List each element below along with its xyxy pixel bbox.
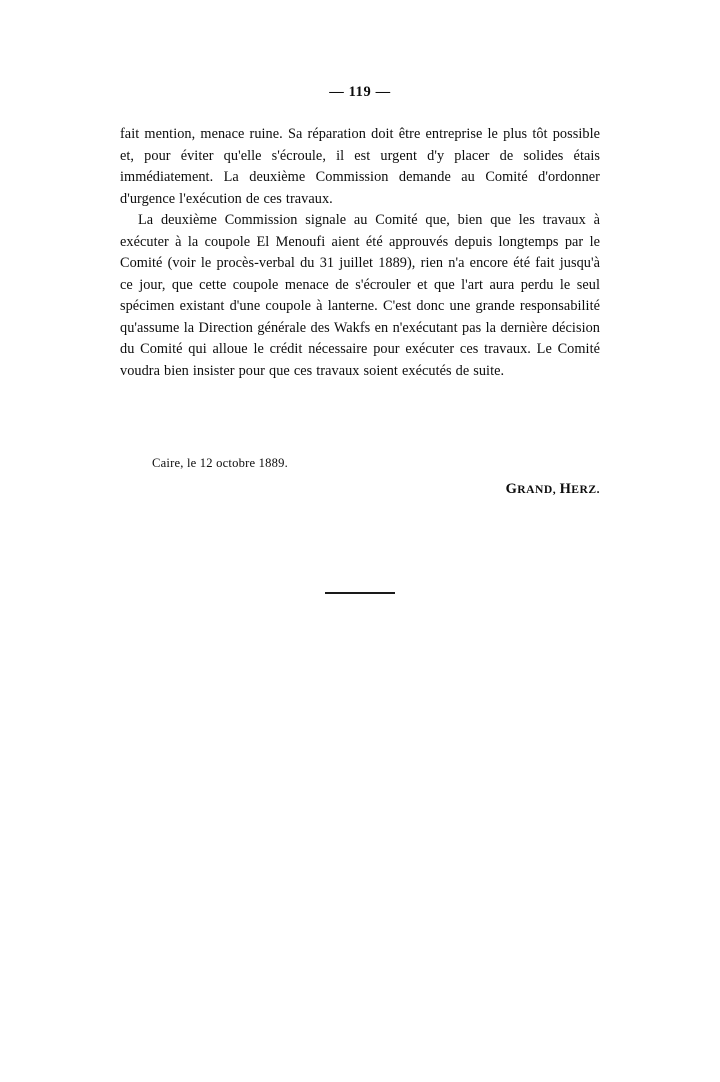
paragraph: fait mention, menace ruine. Sa réparation doit être entreprise le plus tôt possible et, pour éviter qu'elle s'écroule, il est urgent d'y placer de solides étais immédiatement. La deuxième Commission demande au Comité d'ordonner d'urgence l'exécution de ces travaux. (120, 126, 600, 207)
page-number: — 119 — (329, 84, 391, 100)
body-text-block (120, 124, 600, 382)
signature-line (506, 481, 600, 498)
signature-separator: , (552, 483, 560, 496)
signature-second-initial: H (559, 481, 572, 497)
paragraph: La deuxième Commission signale au Comité que, bien que les travaux à exécuter à la coupole El Menoufi aient été approuvés depuis longtemps par le Comité (voir le procès-verbal du 31 juillet 1889), rien n'a encore été fait jusqu'à ce jour, que cette coupole menace de s'écrouler et que l'art aura perdu le seul spécimen existant d'une coupole à lanterne. C'est donc une grande responsabilité qu'assume la Direction générale des Wakfs en n'exécutant pas la dernière décision du Comité qui alloue le crédit nécessaire pour exécuter ces travaux. Le Comité voudra bien insister pour que ces travaux soient exécutés de suite. (120, 212, 600, 379)
dateline: Caire, le 12 octobre 1889. (152, 456, 288, 470)
signature-first-name: RAND (517, 483, 553, 496)
section-divider-rule (325, 592, 395, 594)
signature-first-initial: G (505, 481, 518, 497)
signature-second-name: ERZ. (571, 483, 600, 496)
